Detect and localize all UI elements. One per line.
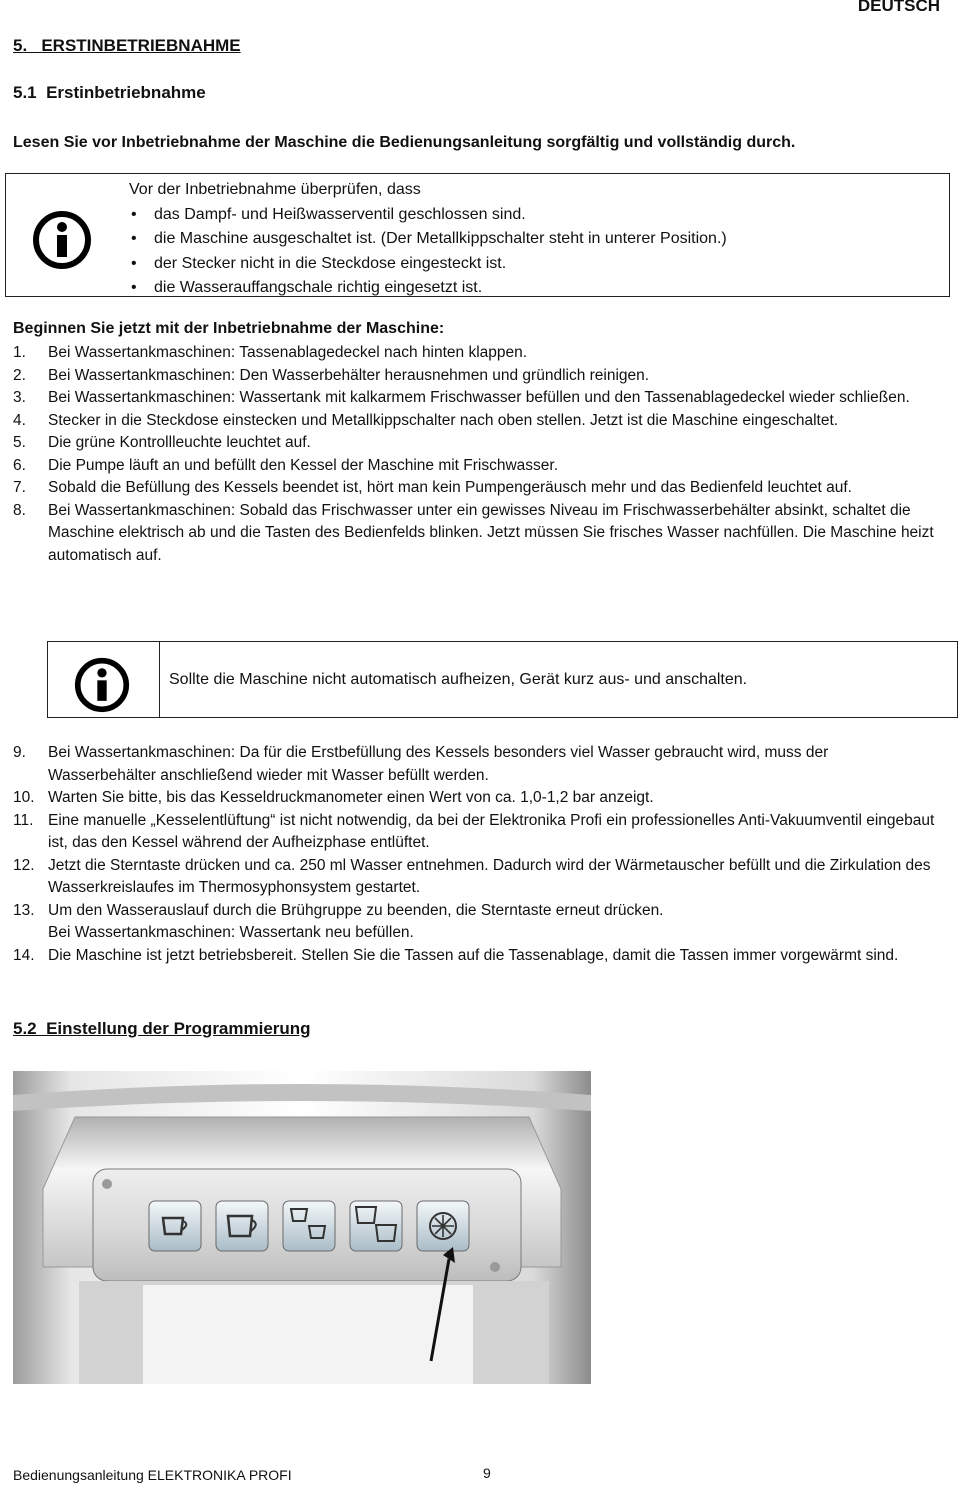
step-item — [13, 945, 938, 968]
button-two-large-cups — [350, 1201, 402, 1251]
subsection-title-programming: 5.2 Einstellung der Programmierung — [13, 1019, 311, 1038]
step-text: Bei Wassertankmaschinen: Wassertank mit kalkarmem Frischwasser befüllen und den Tassenablagedeckel wieder schließen. — [48, 389, 910, 406]
button-one-cup — [149, 1201, 201, 1251]
step-number: 8. — [13, 501, 26, 519]
info-box-note — [47, 641, 958, 718]
step-item — [13, 900, 938, 945]
step-text: Die grüne Kontrollleuchte leuchtet auf. — [48, 434, 311, 451]
info-icon — [74, 657, 130, 713]
checklist-item: • die Wasserauffangschale richtig eingesetzt ist. — [154, 276, 727, 301]
step-item — [13, 810, 938, 855]
step-item — [13, 742, 938, 787]
step-item — [13, 410, 938, 433]
checklist-item: • der Stecker nicht in die Steckdose eingesteckt ist. — [154, 252, 727, 277]
step-text: Bei Wassertankmaschinen: Tassenablagedeckel nach hinten klappen. — [48, 344, 528, 361]
step-number: 5. — [13, 434, 26, 451]
control-panel-illustration — [13, 1071, 591, 1384]
step-item — [13, 342, 938, 365]
step-number: 11. — [13, 811, 34, 829]
info-lead: Vor der Inbetriebnahme überprüfen, dass — [129, 181, 421, 198]
step-number: 4. — [13, 411, 26, 429]
step-number: 12. — [13, 856, 35, 874]
step-item — [13, 855, 938, 900]
button-one-large-cup — [216, 1201, 268, 1251]
step-text: Um den Wasserauslauf durch die Brühgruppe zu beenden, die Sterntaste erneut drücken. Bei Wassertankmaschinen: Wassertank neu befüllen. — [48, 901, 664, 941]
section-title: 5. ERSTINBETRIEBNAHME — [13, 36, 241, 55]
step-number: 2. — [13, 366, 26, 384]
step-text: Die Pumpe läuft an und befüllt den Kessel der Maschine mit Frischwasser. — [48, 456, 559, 474]
footer-manual-title: Bedienungsanleitung ELEKTRONIKA PROFI — [13, 1467, 292, 1483]
step-number: 3. — [13, 389, 26, 406]
step-text: Sobald die Befüllung des Kessels beendet ist, hört man kein Pumpengeräusch mehr und das Bedienfeld leuchtet auf. — [48, 479, 852, 496]
step-number: 13. — [13, 901, 35, 919]
language-label: DEUTSCH — [857, 0, 940, 15]
info-box-checklist — [5, 173, 950, 297]
step-text: Die Maschine ist jetzt betriebsbereit. Stellen Sie die Tassen auf die Tassenablage, damit die Tassen immer vorgewärmt sind. — [48, 946, 899, 964]
info-icon-cell — [48, 642, 160, 717]
button-two-cups — [283, 1201, 335, 1251]
step-item — [13, 387, 938, 410]
page-number: 9 — [483, 1465, 491, 1481]
step-item — [13, 455, 938, 478]
info-note-text: Sollte die Maschine nicht automatisch aufheizen, Gerät kurz aus- und anschalten. — [169, 671, 748, 688]
step-text: Bei Wassertankmaschinen: Da für die Erstbefüllung des Kessels besonders viel Wasser gebraucht wird, muss der Wasserbehälter anschließend wieder mit Wasser befüllt werden. — [48, 744, 829, 784]
step-text: Jetzt die Sterntaste drücken und ca. 250 ml Wasser entnehmen. Dadurch wird der Wärmetauscher befüllt und die Zirkulation des Wasserkreislaufes im Thermosyphonsystem gestartet. — [48, 856, 931, 896]
info-icon — [32, 210, 92, 270]
step-text: Bei Wassertankmaschinen: Sobald das Frischwasser unter ein gewisses Niveau im Frischwasserbehälter absinkt, schaltet die Maschine elektrisch ab und die Tasten des Bedienfelds blinken. Jetzt müssen Sie frisches Wasser nachfüllen. Die Maschine heizt automatisch auf. — [48, 501, 934, 564]
step-number: 14. — [13, 946, 35, 964]
checklist — [129, 203, 727, 301]
step-item — [13, 432, 938, 455]
step-item — [13, 787, 938, 810]
subsection-title: 5.1 Erstinbetriebnahme — [13, 83, 206, 102]
step-text: Warten Sie bitte, bis das Kesseldruckmanometer einen Wert von ca. 1,0-1,2 bar anzeigt. — [48, 789, 654, 806]
checklist-item: • das Dampf- und Heißwasserventil geschlossen sind. — [154, 203, 727, 228]
star-icon — [417, 1201, 469, 1251]
steps-list-a — [13, 342, 938, 567]
start-heading: Beginnen Sie jetzt mit der Inbetriebnahme der Maschine: — [13, 320, 445, 337]
checklist-item: • die Maschine ausgeschaltet ist. (Der Metallkippschalter steht in unterer Position.) — [154, 227, 727, 252]
step-number: 7. — [13, 479, 26, 496]
step-number: 9. — [13, 744, 26, 761]
step-item — [13, 365, 938, 388]
step-item — [13, 477, 938, 500]
intro-text: Lesen Sie vor Inbetriebnahme der Maschine die Bedienungsanleitung sorgfältig und vollständig durch. — [13, 134, 796, 151]
steps-list-b — [13, 742, 938, 967]
step-text: Bei Wassertankmaschinen: Den Wasserbehälter herausnehmen und gründlich reinigen. — [48, 366, 650, 384]
step-text: Eine manuelle „Kesselentlüftung“ ist nicht notwendig, da bei der Elektronika Profi ein professionelles Anti-Vakuumventil eingebaut ist, das den Kessel während der Aufheizphase entlüftet. — [48, 811, 935, 851]
step-number: 10. — [13, 789, 35, 806]
step-text: Stecker in die Steckdose einstecken und Metallkippschalter nach oben stellen. Jetzt ist die Maschine eingeschaltet. — [48, 411, 839, 429]
step-number: 1. — [13, 344, 26, 361]
step-number: 6. — [13, 456, 26, 474]
step-item — [13, 500, 938, 568]
